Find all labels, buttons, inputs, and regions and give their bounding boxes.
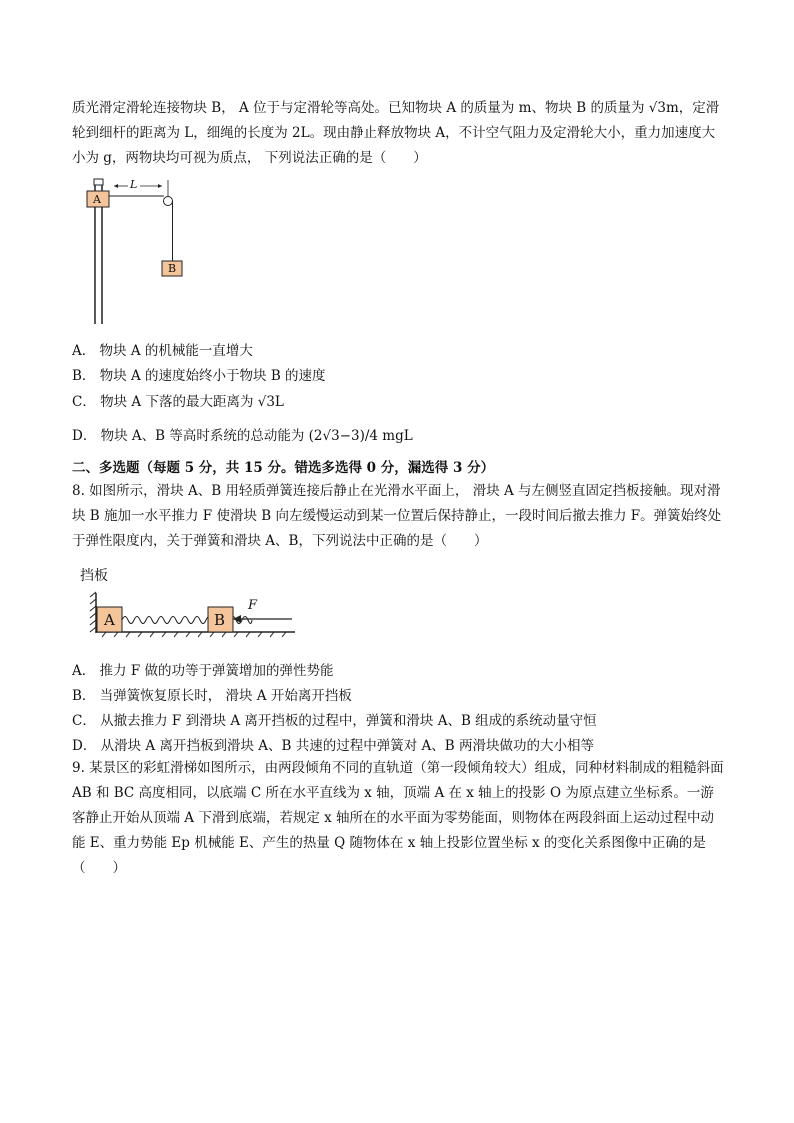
q7-stem: 质光滑定滑轮连接物块 B， A 位于与定滑轮等高处。已知物块 A 的质量为 m、物块 B 的质量为 √3m，定滑轮到细杆的距离为 L，细绳的长度为 2L。现由静止释放物块 A，不计空气阻力及定滑轮大小，重力加速度大小为 g，两物块均可视为质点， 下列说法正确的是（ ） xyxy=(72,100,720,166)
label-L: L xyxy=(130,178,138,191)
q8-option-d: D． 从滑块 A 离开挡板到滑块 A、B 共速的过程中弹簧对 A、B 两滑块做功的大小相等 xyxy=(72,738,594,754)
q7-option-c: C． 物块 A 下落的最大距离为 √3L xyxy=(72,394,284,410)
q8-option-c: C． 从撤去推力 F 到滑块 A 离开挡板的过程中，弹簧和滑块 A、B 组成的系统动量守恒 xyxy=(72,713,597,729)
q7-option-a: A． 物块 A 的机械能一直增大 xyxy=(72,343,253,359)
q8-stem: 8. 如图所示，滑块 A、B 用轻质弹簧连接后静止在光滑水平面上， 滑块 A 与左侧竖直固定挡板接触。现对滑块 B 施加一水平推力 F 使滑块 B 向左缓慢运动到某一位置后保持静止，一段时间后撤去推力 F。弹簧始终处于弹性限度内，关于弹簧和滑块 A、B，下列说法中正确的是（ ） xyxy=(72,483,722,549)
label-block-a: A xyxy=(104,611,115,629)
label-board: 挡板 xyxy=(80,568,108,584)
q8-option-b: B． 当弹簧恢复原长时， 滑块 A 开始离开挡板 xyxy=(72,688,352,704)
label-force: F xyxy=(248,598,258,613)
q9-stem: 9. 某景区的彩虹滑梯如图所示，由两段倾角不同的直轨道（第一段倾角较大）组成，同种材料制成的粗糙斜面 AB 和 BC 高度相同，以底端 C 所在水平直线为 x 轴，顶端 A 在 x 轴上的投影 O 为原点建立坐标系。一游客静止开始从顶端 A 下滑到底端，若规定 x 轴所在的水平面为零势能面，则物体在两段斜面上运动过程中动能 E、重力势能 Ep 机械能 E、产生的热量 Q 随物体在 x 轴上投影位置坐标 x 的变化关系图像中正确的是（ ） xyxy=(72,760,724,876)
q7-option-b: B． 物块 A 的速度始终小于物块 B 的速度 xyxy=(72,368,326,384)
section-heading: 二、多选题（每题 5 分，共 15 分。错选多选得 0 分，漏选得 3 分） xyxy=(72,460,495,476)
label-B: B xyxy=(168,262,177,275)
label-A: A xyxy=(93,193,101,206)
q8-option-a: A． 推力 F 做的功等于弹簧增加的弹性势能 xyxy=(72,663,334,679)
q7-option-d: D． 物块 A、B 等高时系统的总动能为 (2√3−3)/4 mgL xyxy=(72,428,413,444)
q8-figure xyxy=(80,565,310,640)
q7-figure xyxy=(84,176,194,326)
label-block-b: B xyxy=(214,611,226,629)
